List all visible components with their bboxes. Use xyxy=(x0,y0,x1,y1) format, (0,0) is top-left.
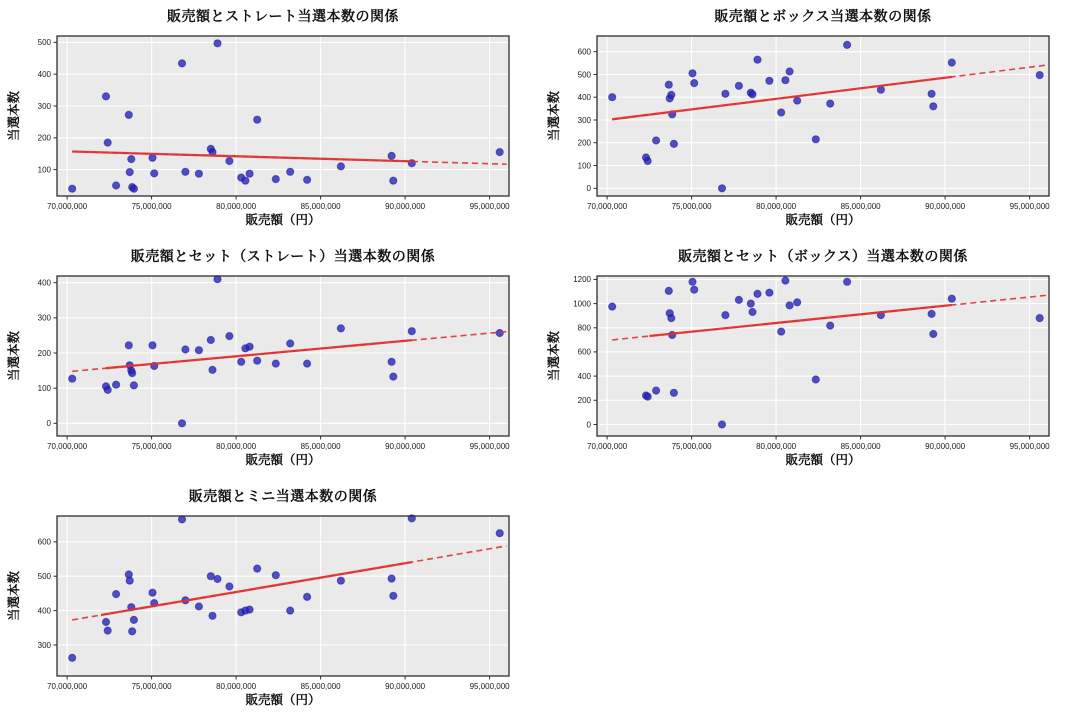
svg-text:75,000,000: 75,000,000 xyxy=(131,682,172,691)
svg-text:80,000,000: 80,000,000 xyxy=(216,202,257,211)
svg-text:1200: 1200 xyxy=(573,275,591,285)
svg-text:100: 100 xyxy=(37,384,51,393)
y-tick-labels xyxy=(38,279,57,429)
svg-text:200: 200 xyxy=(37,133,51,143)
svg-text:80,000,000: 80,000,000 xyxy=(756,202,797,211)
y-axis-label: 当選本数 xyxy=(7,571,21,622)
svg-text:0: 0 xyxy=(46,419,51,429)
svg-text:500: 500 xyxy=(37,38,51,48)
y-tick-labels xyxy=(578,48,597,194)
svg-text:400: 400 xyxy=(37,278,51,288)
svg-text:80,000,000: 80,000,000 xyxy=(756,442,797,451)
svg-text:85,000,000: 85,000,000 xyxy=(840,442,881,451)
svg-text:90,000,000: 90,000,000 xyxy=(925,442,966,451)
svg-text:0: 0 xyxy=(586,184,591,194)
svg-text:300: 300 xyxy=(37,313,51,323)
y-axis-label: 当選本数 xyxy=(547,331,561,382)
scatter-plot xyxy=(0,240,540,480)
svg-text:300: 300 xyxy=(37,640,51,650)
svg-text:100: 100 xyxy=(37,165,51,175)
x-axis-label: 販売額（円） xyxy=(245,213,321,227)
x-tick-labels xyxy=(47,676,510,691)
svg-text:70,000,000: 70,000,000 xyxy=(47,682,88,691)
svg-text:80,000,000: 80,000,000 xyxy=(216,682,257,691)
svg-text:100: 100 xyxy=(577,161,591,171)
y-tick-labels xyxy=(38,38,57,174)
plot-area xyxy=(57,36,509,196)
svg-text:400: 400 xyxy=(577,371,591,381)
svg-text:70,000,000: 70,000,000 xyxy=(47,202,88,211)
plot-area xyxy=(57,516,509,676)
svg-text:400: 400 xyxy=(37,70,51,79)
svg-text:400: 400 xyxy=(577,93,591,102)
x-axis-label: 販売額（円） xyxy=(785,453,861,467)
svg-text:800: 800 xyxy=(577,323,591,333)
chart-set-straight xyxy=(0,240,540,480)
x-axis-label: 販売額（円） xyxy=(245,453,321,467)
svg-text:200: 200 xyxy=(577,138,591,148)
x-tick-labels xyxy=(587,196,1050,211)
svg-text:500: 500 xyxy=(577,70,591,80)
svg-text:200: 200 xyxy=(37,348,51,358)
x-axis-label: 販売額（円） xyxy=(245,693,321,707)
chart-title: 販売額とボックス当選本数の関係 xyxy=(714,8,932,24)
svg-text:1000: 1000 xyxy=(573,299,591,309)
svg-text:75,000,000: 75,000,000 xyxy=(671,442,712,451)
svg-text:70,000,000: 70,000,000 xyxy=(587,202,628,211)
y-axis-label: 当選本数 xyxy=(7,91,21,142)
plot-area xyxy=(597,36,1049,196)
plot-area xyxy=(57,276,509,436)
plot-area xyxy=(597,276,1049,436)
chart-title: 販売額とミニ当選本数の関係 xyxy=(188,488,378,504)
scatter-plot xyxy=(540,240,1080,480)
svg-text:95,000,000: 95,000,000 xyxy=(469,202,510,211)
svg-text:70,000,000: 70,000,000 xyxy=(47,442,88,451)
svg-text:0: 0 xyxy=(586,420,591,430)
scatter-plot xyxy=(0,480,540,720)
x-tick-labels xyxy=(47,196,510,211)
x-tick-labels xyxy=(47,436,510,451)
x-axis-label: 販売額（円） xyxy=(785,213,861,227)
y-tick-labels xyxy=(573,275,597,429)
svg-text:90,000,000: 90,000,000 xyxy=(385,442,426,451)
svg-text:95,000,000: 95,000,000 xyxy=(469,442,510,451)
y-tick-labels xyxy=(38,538,57,650)
svg-text:85,000,000: 85,000,000 xyxy=(300,442,341,451)
svg-text:200: 200 xyxy=(577,396,591,406)
svg-text:600: 600 xyxy=(37,537,51,547)
svg-text:75,000,000: 75,000,000 xyxy=(671,202,712,211)
svg-text:400: 400 xyxy=(37,606,51,616)
scatter-plot xyxy=(540,0,1080,240)
svg-text:600: 600 xyxy=(577,47,591,57)
svg-text:70,000,000: 70,000,000 xyxy=(587,442,628,451)
svg-text:85,000,000: 85,000,000 xyxy=(300,682,341,691)
y-axis-label: 当選本数 xyxy=(7,331,21,382)
chart-mini xyxy=(0,480,540,720)
svg-text:95,000,000: 95,000,000 xyxy=(1009,442,1050,451)
chart-straight xyxy=(0,0,540,240)
empty-cell xyxy=(540,480,1080,720)
svg-text:75,000,000: 75,000,000 xyxy=(131,202,172,211)
chart-title: 販売額とセット（ボックス）当選本数の関係 xyxy=(678,248,968,264)
svg-text:85,000,000: 85,000,000 xyxy=(300,202,341,211)
svg-text:600: 600 xyxy=(577,347,591,357)
svg-text:80,000,000: 80,000,000 xyxy=(216,442,257,451)
chart-box xyxy=(540,0,1080,240)
chart-set-box xyxy=(540,240,1080,480)
svg-text:95,000,000: 95,000,000 xyxy=(469,682,510,691)
chart-title: 販売額とセット（ストレート）当選本数の関係 xyxy=(130,248,436,264)
y-axis-label: 当選本数 xyxy=(547,91,561,142)
scatter-plot xyxy=(0,0,540,240)
svg-text:90,000,000: 90,000,000 xyxy=(385,202,426,211)
svg-text:95,000,000: 95,000,000 xyxy=(1009,202,1050,211)
svg-text:90,000,000: 90,000,000 xyxy=(925,202,966,211)
svg-text:90,000,000: 90,000,000 xyxy=(385,682,426,691)
svg-text:500: 500 xyxy=(37,572,51,581)
x-tick-labels xyxy=(587,436,1050,451)
svg-text:85,000,000: 85,000,000 xyxy=(840,202,881,211)
chart-title: 販売額とストレート当選本数の関係 xyxy=(167,8,399,24)
svg-text:300: 300 xyxy=(577,115,591,125)
svg-text:75,000,000: 75,000,000 xyxy=(131,442,172,451)
svg-text:300: 300 xyxy=(37,101,51,111)
